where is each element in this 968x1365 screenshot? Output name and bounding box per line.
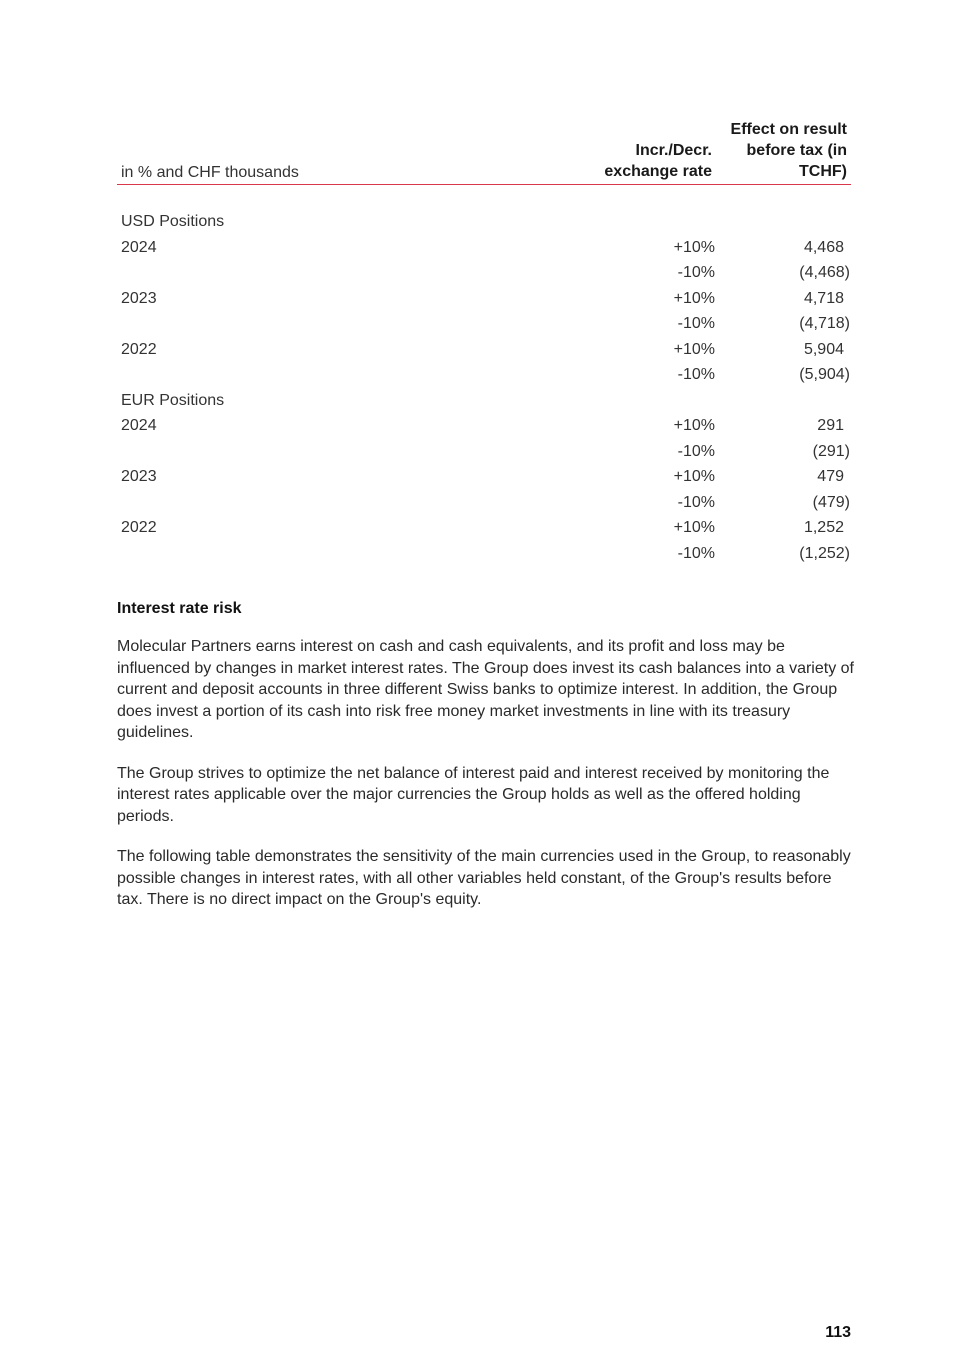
row-effect [770,366,850,384]
table-row [117,517,851,543]
fx-sensitivity-table [117,118,851,568]
row-label: 2023 [121,468,157,485]
header-rate-column [604,140,712,182]
row-rate: -10% [677,493,715,511]
row-rate: -10% [677,264,715,281]
row-effect-value: 4,718 [803,289,844,307]
table-row [117,415,851,441]
header-effect-line: before tax (in [746,142,847,159]
row-rate: +10% [673,417,715,434]
row-rate: +10% [673,238,715,256]
row-effect [770,315,850,333]
table-row [117,313,851,339]
row-label: USD Positions [121,213,225,230]
row-effect [770,519,850,537]
interest-rate-risk-section [117,600,857,930]
row-effect [770,264,850,282]
row-label: EUR Positions [121,391,225,409]
table-header [117,118,851,185]
table-row [117,466,851,492]
row-label: 2022 [121,340,157,358]
row-rate: +10% [673,340,715,358]
row-effect-value: 479 [817,468,844,485]
paragraph: The following table demonstrates the sensitivity of the main currencies used in the Group, to reasonably possible changes in interest rates, with all other variables held constant, of the Group's results before tax. There is no direct impact on the Group's equity. [117,848,851,908]
row-effect [770,239,850,257]
header-effect-column [731,119,847,182]
row-rate: -10% [677,544,715,562]
row-label: 2024 [121,238,157,256]
header-effect-line: TCHF) [799,163,847,180]
paragraph: The Group strives to optimize the net balance of interest paid and interest received by monitoring the interest rates applicable over the major currencies the Group holds as well as the offered holding periods. [117,764,830,825]
row-effect-value: (479) [812,493,850,511]
header-units-label: in % and CHF thousands [121,164,299,181]
table-row [117,237,851,263]
row-effect-value: 5,904 [803,340,844,358]
row-effect-value: (5,904) [799,366,850,383]
table-row [117,441,851,467]
paragraph: Molecular Partners earns interest on cash and cash equivalents, and its profit and loss may be influenced by changes in market interest rates. The Group does invest its cash balances into a variety of current and deposit accounts in three different Swiss banks to optimize interest. In addition, the Group does invest a portion of its cash into risk free money market investments in line with its treasury guidelines. [117,638,854,741]
row-effect-value: (4,718) [799,315,850,332]
row-effect-value: (1,252) [799,544,850,562]
header-rate-line: exchange rate [604,163,712,180]
table-row [117,339,851,365]
row-effect-value: 291 [817,417,844,434]
row-label: 2024 [121,417,157,434]
header-rate-line: Incr./Decr. [635,142,712,159]
row-rate: -10% [677,366,715,383]
row-effect [770,545,850,563]
row-effect [770,468,850,486]
row-label: 2023 [121,289,157,307]
page-number: 113 [825,1324,851,1341]
row-effect-value: 1,252 [803,519,844,536]
table-row [117,543,851,569]
row-effect-value: 4,468 [803,238,844,256]
row-rate: +10% [673,289,715,307]
row-effect-value: (291) [812,442,850,460]
row-effect [770,443,850,461]
header-effect-line: Effect on result [730,121,847,138]
row-effect [770,290,850,308]
table-row [117,364,851,390]
table-row [117,262,851,288]
row-effect-value: (4,468) [799,264,850,281]
row-rate: +10% [673,519,715,536]
row-effect [770,341,850,359]
table-row [117,390,851,416]
row-rate: +10% [673,468,715,485]
row-effect [770,417,850,435]
section-heading: Interest rate risk [117,600,242,617]
row-rate: -10% [677,315,715,332]
row-effect [770,494,850,512]
table-row [117,211,851,237]
table-body [117,211,851,568]
table-row [117,492,851,518]
table-row [117,288,851,314]
row-rate: -10% [677,442,715,460]
row-label: 2022 [121,519,157,536]
